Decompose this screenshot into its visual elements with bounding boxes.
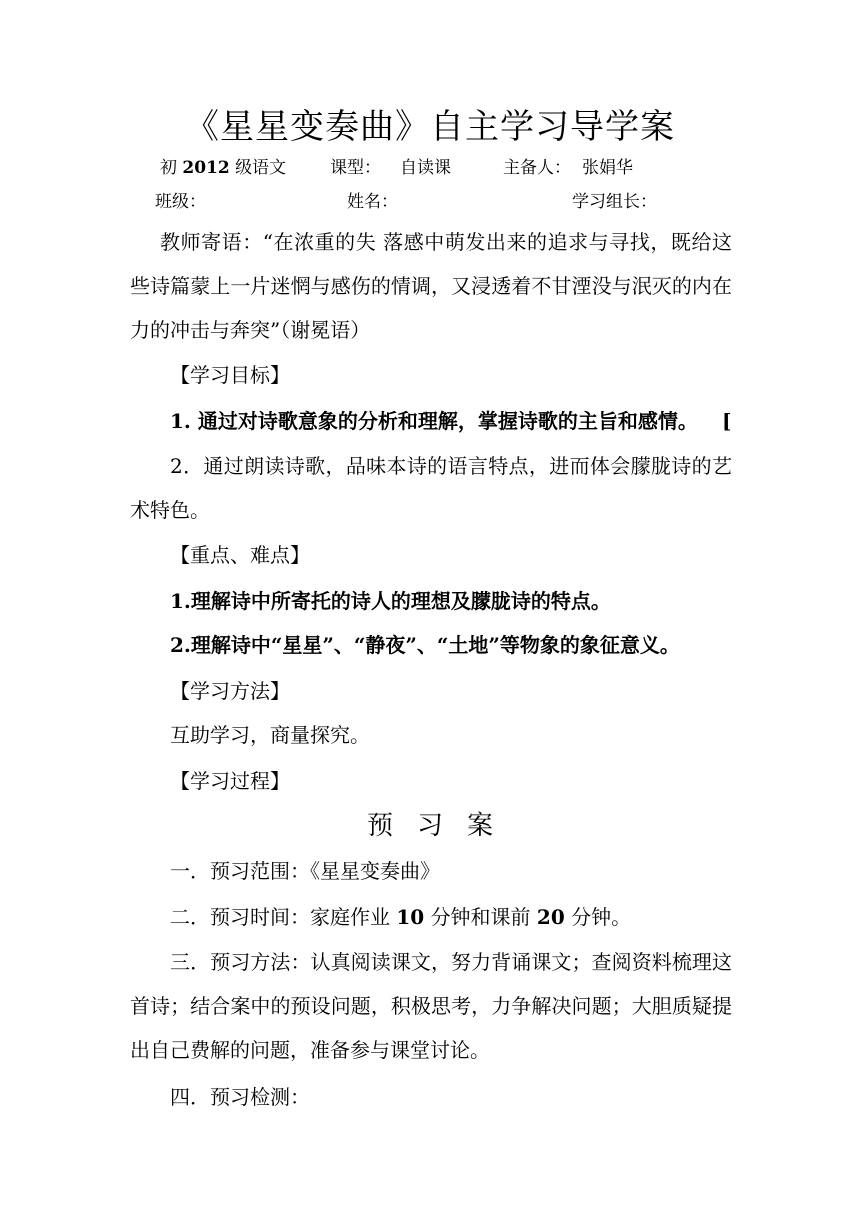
teacher-message: 教师寄语：“在浓重的失 落感中萌发出来的追求与寻找，既给这些诗篇蒙上一片迷惘与感伤的情调，又浸透着不甘湮没与泯灭的内在力的冲击与奔突”（谢冕语） — [130, 230, 732, 342]
preview-item-4: 四．预习检测： — [170, 1085, 310, 1109]
subject: 语文 — [252, 158, 286, 178]
preview-item-2-prefix: 二．预习时间：家庭作业 — [170, 905, 390, 929]
key-point-1: 1.理解诗中所寄托的诗人的理想及朦胧诗的特点。 — [170, 589, 611, 613]
key-points-heading: 【重点、难点】 — [170, 543, 310, 567]
methods-text: 互助学习，商量探究。 — [170, 723, 370, 747]
preview-item-1: 一．预习范围：《星星变奏曲》 — [170, 859, 440, 883]
key-point-2: 2.理解诗中“星星”、“静夜”、“土地”等物象的象征意义。 — [170, 633, 680, 657]
class-label: 班级： — [155, 192, 206, 212]
grade-year: 2012 — [182, 158, 230, 178]
meta-row-1 — [160, 156, 252, 180]
name-label: 姓名： — [347, 192, 398, 212]
course-type-label: 课型： — [330, 158, 381, 178]
group-leader-label: 学习组长： — [572, 192, 657, 212]
process-heading: 【学习过程】 — [170, 769, 290, 793]
goal-1-mark: [ — [722, 409, 732, 433]
goal-2: 2．通过朗读诗歌，品味本诗的语言特点，进而体会朦胧诗的艺术特色。 — [130, 454, 732, 522]
grade-prefix: 初 — [160, 158, 177, 178]
preparer-value: 张娟华 — [582, 158, 633, 178]
preview-item-2 — [170, 902, 631, 932]
preview-heading: 预习案 — [366, 811, 517, 841]
preparer-label: 主备人： — [503, 158, 571, 178]
goal-1: 1. 通过对诗歌意象的分析和理解，掌握诗歌的主旨和感情。 — [170, 409, 698, 433]
preview-item-2-num2: 20 — [536, 905, 565, 929]
course-type-value: 自读课 — [400, 158, 451, 178]
preview-item-2-mid: 分钟和课前 — [430, 905, 531, 929]
preview-item-3: 三．预习方法：认真阅读课文，努力背诵课文；查阅资料梳理这首诗；结合案中的预设问题，积极思考，力争解决问题；大胆质疑提出自己费解的问题，准备参与课堂讨论。 — [130, 950, 732, 1062]
methods-heading: 【学习方法】 — [170, 679, 290, 703]
grade-suffix: 级 — [235, 158, 253, 178]
preview-item-2-suffix: 分钟。 — [571, 905, 632, 929]
document-title: 《星星变奏曲》自主学习导学案 — [185, 107, 675, 147]
preview-item-2-num1: 10 — [396, 905, 425, 929]
goals-heading: 【学习目标】 — [170, 363, 290, 387]
